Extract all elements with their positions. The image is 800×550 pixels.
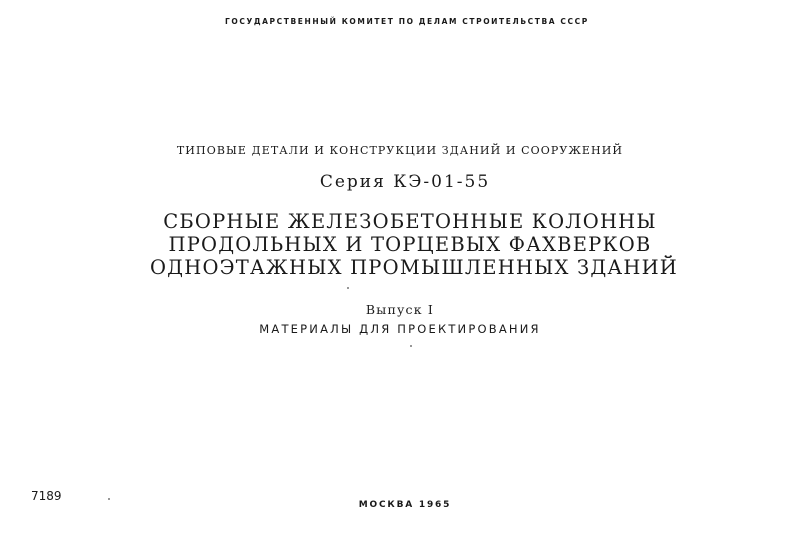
sheet-number: 7189: [31, 489, 62, 503]
city-year: МОСКВА 1965: [358, 500, 452, 510]
scan-speck: [347, 287, 349, 289]
scan-speck: [108, 498, 110, 500]
agency-heading: ГОСУДАРСТВЕННЫЙ КОМИТЕТ ПО ДЕЛАМ СТРОИТЕЛЬСТВА СССР: [225, 17, 589, 26]
main-title-line-2: ПРОДОЛЬНЫХ И ТОРЦЕВЫХ ФАХВЕРКОВ: [168, 233, 652, 256]
series-code: Серия КЭ-01-55: [319, 172, 491, 192]
issue-label: Выпуск I: [365, 302, 435, 317]
main-title-line-1: СБОРНЫЕ ЖЕЛЕЗОБЕТОННЫЕ КОЛОННЫ: [163, 210, 657, 233]
main-title-line-3: ОДНОЭТАЖНЫХ ПРОМЫШЛЕННЫХ ЗДАНИЙ: [150, 256, 678, 279]
issue-subtitle: МАТЕРИАЛЫ ДЛЯ ПРОЕКТИРОВАНИЯ: [259, 322, 541, 336]
series-title: ТИПОВЫЕ ДЕТАЛИ И КОНСТРУКЦИИ ЗДАНИЙ И СООРУЖЕНИЙ: [176, 144, 624, 157]
scan-speck: [410, 345, 412, 347]
